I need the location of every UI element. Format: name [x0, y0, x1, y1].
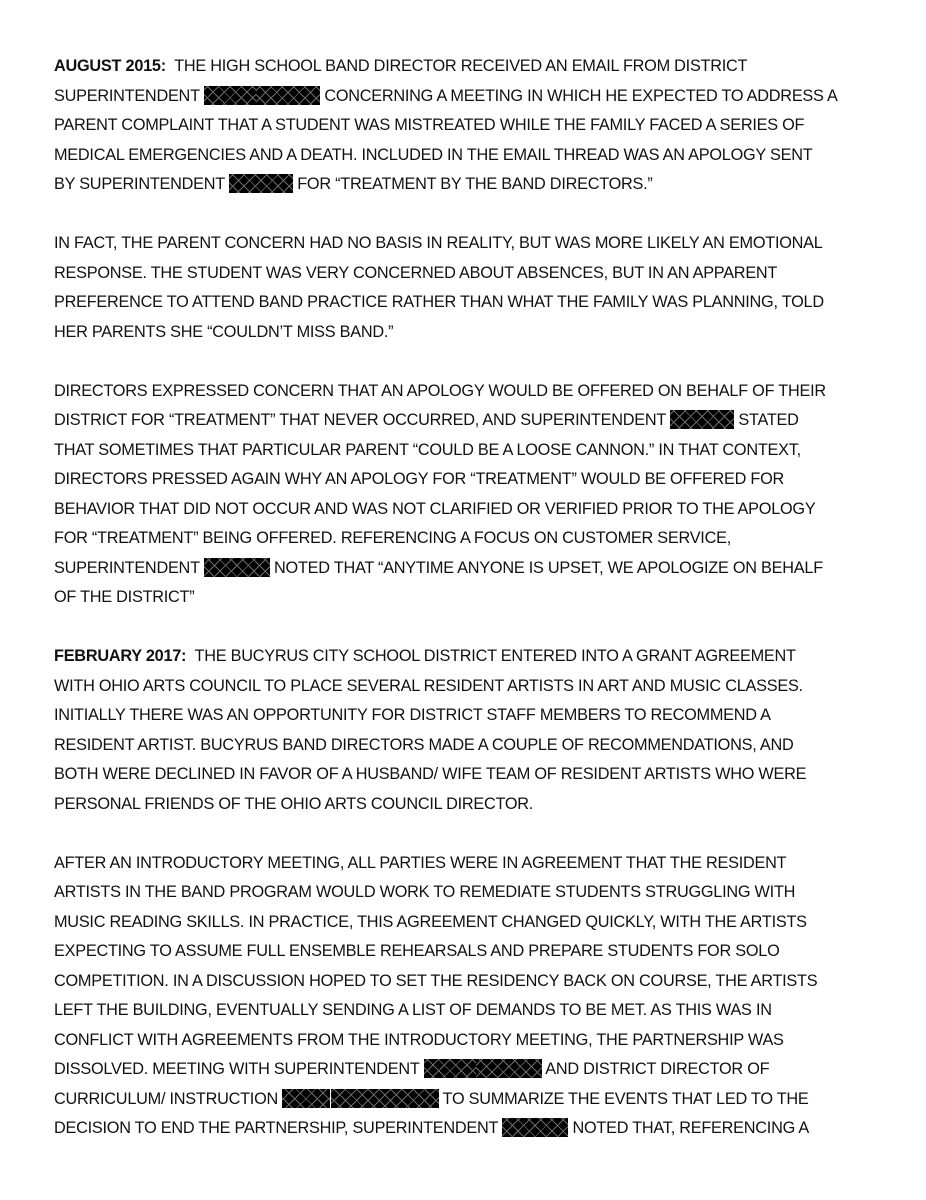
text-line: DIRECTORS EXPRESSED CONCERN THAT AN APOLOGY WOULD BE OFFERED ON BEHALF OF THEIR: [54, 381, 826, 400]
text-line: CONFLICT WITH AGREEMENTS FROM THE INTRODUCTORY MEETING, THE PARTNERSHIP WAS: [54, 1030, 784, 1049]
text-line: RESIDENT ARTIST. BUCYRUS BAND DIRECTORS MADE A COUPLE OF RECOMMENDATIONS, AND: [54, 735, 794, 754]
text-line: [54, 170, 884, 200]
text-line: PERSONAL FRIENDS OF THE OHIO ARTS COUNCIL DIRECTOR.: [54, 794, 534, 813]
text-span: SUPERINTENDENT: [54, 558, 200, 577]
text-line: IN FACT, THE PARENT CONCERN HAD NO BASIS IN REALITY, BUT WAS MORE LIKELY AN EMOTIONAL: [54, 234, 823, 252]
text-span: NOTED THAT “ANYTIME ANYONE IS UPSET, WE APOLOGIZE ON BEHALF: [274, 558, 823, 577]
text-line: EXPECTING TO ASSUME FULL ENSEMBLE REHEARSALS AND PREPARE STUDENTS FOR SOLO: [54, 942, 780, 960]
redaction-block: [282, 1089, 330, 1108]
text-span: SUPERINTENDENT: [54, 86, 200, 105]
redaction-block: [229, 174, 293, 193]
text-line: HER PARENTS SHE “COULDN’T MISS BAND.”: [54, 322, 394, 341]
text-line: [54, 1055, 884, 1085]
text-line: COMPETITION. IN A DISCUSSION HOPED TO SET THE RESIDENCY BACK ON COURSE, THE ARTISTS: [54, 971, 818, 990]
text-line: [54, 406, 884, 436]
text-line: INITIALLY THERE WAS AN OPPORTUNITY FOR DISTRICT STAFF MEMBERS TO RECOMMEND A: [54, 706, 771, 724]
text-line: FOR “TREATMENT” BEING OFFERED. REFERENCING A FOCUS ON CUSTOMER SERVICE,: [54, 529, 731, 547]
date-heading: FEBRUARY 2017:: [54, 647, 187, 665]
text-line: PARENT COMPLAINT THAT A STUDENT WAS MISTREATED WHILE THE FAMILY FACED A SERIES OF: [54, 116, 805, 134]
text-span: FOR “TREATMENT BY THE BAND DIRECTORS.”: [297, 175, 653, 193]
redaction-block: [204, 86, 256, 105]
document-page: [54, 52, 884, 1144]
paragraph-introductory-meeting: [54, 849, 884, 1144]
redaction-block: [256, 86, 320, 105]
text-span: CURRICULUM/ INSTRUCTION: [54, 1089, 278, 1108]
text-line: DIRECTORS PRESSED AGAIN WHY AN APOLOGY FOR “TREATMENT” WOULD BE OFFERED FOR: [54, 470, 784, 488]
paragraph-february-2017: [54, 642, 884, 819]
text-line: [54, 1085, 884, 1115]
paragraph-august-2015: [54, 52, 884, 200]
redaction-block: [476, 1059, 542, 1078]
text-line: MUSIC READING SKILLS. IN PRACTICE, THIS AGREEMENT CHANGED QUICKLY, WITH THE ARTISTS: [54, 912, 807, 931]
redaction-block: [204, 558, 270, 577]
text-line: MEDICAL EMERGENCIES AND A DEATH. INCLUDED IN THE EMAIL THREAD WAS AN APOLOGY SENT: [54, 145, 813, 164]
paragraph-directors-concern: [54, 377, 884, 613]
text-span: THE HIGH SCHOOL BAND DIRECTOR RECEIVED AN EMAIL FROM DISTRICT: [174, 57, 748, 75]
text-span: THE BUCYRUS CITY SCHOOL DISTRICT ENTERED INTO A GRANT AGREEMENT: [194, 647, 796, 665]
text-line: [54, 52, 884, 82]
paragraph-parent-concern: [54, 229, 884, 347]
redaction-block: [424, 1059, 476, 1078]
date-heading: AUGUST 2015:: [54, 57, 166, 75]
text-line: [54, 1114, 884, 1144]
text-span: BY SUPERINTENDENT: [54, 175, 225, 193]
text-span: AND DISTRICT DIRECTOR OF: [545, 1060, 770, 1078]
text-span: STATED: [738, 411, 799, 429]
text-span: CONCERNING A MEETING IN WHICH HE EXPECTED TO ADDRESS A: [324, 86, 838, 105]
text-line: [54, 82, 884, 112]
text-line: [54, 554, 884, 584]
text-line: OF THE DISTRICT”: [54, 588, 195, 606]
redaction-block: [670, 410, 734, 429]
text-span: TO SUMMARIZE THE EVENTS THAT LED TO THE: [442, 1089, 809, 1108]
text-line: PREFERENCE TO ATTEND BAND PRACTICE RATHER THAN WHAT THE FAMILY WAS PLANNING, TOLD: [54, 293, 824, 311]
redaction-block: [331, 1089, 439, 1108]
text-line: AFTER AN INTRODUCTORY MEETING, ALL PARTIES WERE IN AGREEMENT THAT THE RESIDENT: [54, 853, 787, 872]
text-span: DISTRICT FOR “TREATMENT” THAT NEVER OCCURRED, AND SUPERINTENDENT: [54, 411, 666, 429]
text-span: NOTED THAT, REFERENCING A: [572, 1119, 809, 1137]
text-line: BEHAVIOR THAT DID NOT OCCUR AND WAS NOT CLARIFIED OR VERIFIED PRIOR TO THE APOLOGY: [54, 499, 816, 518]
text-line: [54, 642, 884, 672]
text-line: WITH OHIO ARTS COUNCIL TO PLACE SEVERAL RESIDENT ARTISTS IN ART AND MUSIC CLASSES.: [54, 676, 803, 695]
text-line: BOTH WERE DECLINED IN FAVOR OF A HUSBAND/ WIFE TEAM OF RESIDENT ARTISTS WHO WERE: [54, 765, 807, 783]
text-line: ARTISTS IN THE BAND PROGRAM WOULD WORK TO REMEDIATE STUDENTS STRUGGLING WITH: [54, 883, 796, 901]
text-span: DECISION TO END THE PARTNERSHIP, SUPERINTENDENT: [54, 1119, 498, 1137]
text-line: RESPONSE. THE STUDENT WAS VERY CONCERNED ABOUT ABSENCES, BUT IN AN APPARENT: [54, 263, 778, 282]
text-span: DISSOLVED. MEETING WITH SUPERINTENDENT: [54, 1060, 420, 1078]
text-line: LEFT THE BUILDING, EVENTUALLY SENDING A LIST OF DEMANDS TO BE MET. AS THIS WAS IN: [54, 1001, 772, 1019]
text-line: THAT SOMETIMES THAT PARTICULAR PARENT “COULD BE A LOOSE CANNON.” IN THAT CONTEXT,: [54, 440, 801, 459]
redaction-block: [502, 1118, 568, 1137]
